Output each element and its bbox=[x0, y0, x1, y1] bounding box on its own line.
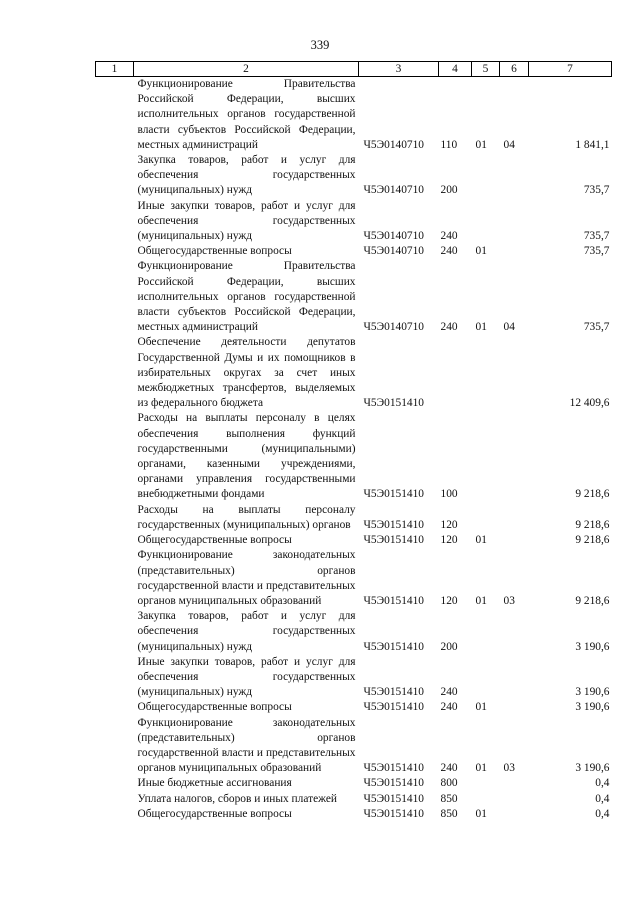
row-number-cell bbox=[96, 335, 134, 411]
target-code: Ч5Э0151410 bbox=[363, 534, 424, 547]
section-code: 01 bbox=[475, 321, 487, 334]
subsection-code bbox=[500, 533, 529, 548]
row-number-cell bbox=[96, 153, 134, 199]
table-row bbox=[96, 411, 612, 502]
amount: 9 218,6 bbox=[575, 518, 610, 531]
column-header: 2 bbox=[134, 62, 359, 77]
item-name: Функционирование Правительства Российской Федерации, высших исполнительных органов государственной власти субъектов Российской Федерации, местных администраций bbox=[137, 260, 356, 334]
section-code bbox=[472, 776, 500, 791]
item-name: Функционирование законодательных (представительных) органов государственной власти и представительных органов муниципальных образований bbox=[137, 716, 356, 775]
section-code bbox=[472, 792, 500, 807]
target-code: Ч5Э0140710 bbox=[363, 245, 424, 258]
table-row bbox=[96, 77, 612, 154]
page-number: 339 bbox=[310, 38, 330, 52]
expense-type: 240 bbox=[440, 321, 458, 334]
amount: 735,7 bbox=[583, 245, 610, 258]
expense-type: 240 bbox=[440, 230, 458, 243]
table-row bbox=[96, 609, 612, 655]
section-code: 01 bbox=[475, 245, 487, 258]
column-header: 1 bbox=[96, 62, 134, 77]
target-code: Ч5Э0140710 bbox=[363, 321, 424, 334]
expense-type: 120 bbox=[440, 518, 458, 531]
target-code: Ч5Э0151410 bbox=[363, 594, 424, 607]
row-number-cell bbox=[96, 199, 134, 245]
table-row bbox=[96, 807, 612, 822]
column-header: 5 bbox=[472, 62, 500, 77]
amount: 3 190,6 bbox=[575, 686, 610, 699]
table-row bbox=[96, 199, 612, 245]
section-code: 01 bbox=[475, 534, 487, 547]
target-code: Ч5Э0151410 bbox=[363, 807, 424, 820]
item-name: Общегосударственные вопросы bbox=[137, 245, 292, 258]
item-name: Уплата налогов, сборов и иных платежей bbox=[137, 792, 337, 805]
section-code bbox=[472, 153, 500, 199]
expense-type: 850 bbox=[440, 792, 458, 805]
table-row bbox=[96, 335, 612, 411]
subsection-code: 03 bbox=[503, 594, 515, 607]
subsection-code bbox=[500, 609, 529, 655]
section-code bbox=[472, 503, 500, 533]
target-code: Ч5Э0151410 bbox=[363, 762, 424, 775]
amount: 9 218,6 bbox=[575, 594, 610, 607]
section-code bbox=[472, 411, 500, 502]
target-code: Ч5Э0151410 bbox=[363, 792, 424, 805]
row-number-cell bbox=[96, 411, 134, 502]
item-name: Иные закупки товаров, работ и услуг для обеспечения государственных (муниципальных) нужд bbox=[137, 655, 356, 699]
amount: 3 190,6 bbox=[575, 762, 610, 775]
section-code bbox=[472, 199, 500, 245]
section-code bbox=[472, 655, 500, 701]
expense-type: 200 bbox=[440, 640, 458, 653]
column-header: 6 bbox=[500, 62, 529, 77]
target-code: Ч5Э0140710 bbox=[363, 230, 424, 243]
column-header: 4 bbox=[439, 62, 472, 77]
amount: 735,7 bbox=[583, 230, 610, 243]
table-row bbox=[96, 533, 612, 548]
expense-type: 240 bbox=[440, 701, 458, 714]
subsection-code: 04 bbox=[503, 321, 515, 334]
amount: 735,7 bbox=[583, 184, 610, 197]
expense-type bbox=[439, 335, 472, 411]
subsection-code: 04 bbox=[503, 138, 515, 151]
subsection-code bbox=[500, 792, 529, 807]
amount: 0,4 bbox=[595, 777, 610, 790]
section-code bbox=[472, 335, 500, 411]
row-number-cell bbox=[96, 792, 134, 807]
table-row bbox=[96, 503, 612, 533]
column-header: 3 bbox=[359, 62, 439, 77]
target-code: Ч5Э0140710 bbox=[363, 184, 424, 197]
row-number-cell bbox=[96, 609, 134, 655]
subsection-code: 03 bbox=[503, 762, 515, 775]
subsection-code bbox=[500, 655, 529, 701]
item-name: Общегосударственные вопросы bbox=[137, 701, 292, 714]
item-name: Иные бюджетные ассигнования bbox=[137, 777, 292, 790]
section-code: 01 bbox=[475, 138, 487, 151]
item-name: Иные закупки товаров, работ и услуг для обеспечения государственных (муниципальных) нужд bbox=[137, 199, 356, 243]
subsection-code bbox=[500, 700, 529, 715]
row-number-cell bbox=[96, 503, 134, 533]
subsection-code bbox=[500, 776, 529, 791]
amount: 9 218,6 bbox=[575, 534, 610, 547]
expense-type: 200 bbox=[440, 184, 458, 197]
expense-type: 240 bbox=[440, 686, 458, 699]
section-code: 01 bbox=[475, 807, 487, 820]
expense-type: 100 bbox=[440, 488, 458, 501]
subsection-code bbox=[500, 199, 529, 245]
target-code: Ч5Э0151410 bbox=[363, 640, 424, 653]
target-code: Ч5Э0151410 bbox=[363, 777, 424, 790]
table-row bbox=[96, 655, 612, 701]
row-number-cell bbox=[96, 716, 134, 777]
section-code: 01 bbox=[475, 762, 487, 775]
section-code: 01 bbox=[475, 701, 487, 714]
amount: 12 409,6 bbox=[569, 397, 610, 410]
amount: 1 841,1 bbox=[575, 138, 610, 151]
row-number-cell bbox=[96, 700, 134, 715]
subsection-code bbox=[500, 807, 529, 822]
row-number-cell bbox=[96, 77, 134, 154]
item-name: Общегосударственные вопросы bbox=[137, 534, 292, 547]
table-row bbox=[96, 716, 612, 777]
budget-table bbox=[95, 61, 612, 822]
column-number-row bbox=[96, 62, 612, 77]
subsection-code bbox=[500, 153, 529, 199]
amount: 3 190,6 bbox=[575, 640, 610, 653]
amount: 0,4 bbox=[595, 792, 610, 805]
expense-type: 120 bbox=[440, 594, 458, 607]
amount: 0,4 bbox=[595, 807, 610, 820]
table-row bbox=[96, 792, 612, 807]
target-code: Ч5Э0151410 bbox=[363, 397, 424, 410]
section-code: 01 bbox=[475, 594, 487, 607]
target-code: Ч5Э0151410 bbox=[363, 488, 424, 501]
table-row bbox=[96, 153, 612, 199]
subsection-code bbox=[500, 335, 529, 411]
target-code: Ч5Э0151410 bbox=[363, 701, 424, 714]
target-code: Ч5Э0151410 bbox=[363, 518, 424, 531]
item-name: Расходы на выплаты персоналу в целях обеспечения выполнения функций государственными (муниципальными) органами, казенными учреждениями, органами управления государственными внебюджетными фондами bbox=[137, 412, 356, 501]
target-code: Ч5Э0151410 bbox=[363, 686, 424, 699]
amount: 3 190,6 bbox=[575, 701, 610, 714]
row-number-cell bbox=[96, 244, 134, 259]
item-name: Функционирование Правительства Российской Федерации, высших исполнительных органов государственной власти субъектов Российской Федерации, местных администраций bbox=[137, 78, 356, 151]
section-code bbox=[472, 609, 500, 655]
table-row bbox=[96, 548, 612, 609]
row-number-cell bbox=[96, 259, 134, 335]
expense-type: 800 bbox=[440, 777, 458, 790]
item-name: Функционирование законодательных (представительных) органов государственной власти и представительных органов муниципальных образований bbox=[137, 549, 356, 607]
subsection-code bbox=[500, 503, 529, 533]
table-row bbox=[96, 700, 612, 715]
row-number-cell bbox=[96, 533, 134, 548]
table-row bbox=[96, 244, 612, 259]
expense-type: 120 bbox=[440, 534, 458, 547]
item-name: Расходы на выплаты персоналу государственных (муниципальных) органов bbox=[137, 503, 356, 531]
expense-type: 240 bbox=[440, 762, 458, 775]
table-row bbox=[96, 259, 612, 335]
target-code: Ч5Э0140710 bbox=[363, 138, 424, 151]
row-number-cell bbox=[96, 655, 134, 701]
row-number-cell bbox=[96, 776, 134, 791]
expense-type: 850 bbox=[440, 807, 458, 820]
item-name: Закупка товаров, работ и услуг для обеспечения государственных (муниципальных) нужд bbox=[137, 610, 356, 653]
amount: 735,7 bbox=[583, 321, 610, 334]
table-row bbox=[96, 776, 612, 791]
subsection-code bbox=[500, 244, 529, 259]
subsection-code bbox=[500, 411, 529, 502]
item-name: Общегосударственные вопросы bbox=[137, 807, 292, 820]
column-header: 7 bbox=[529, 62, 612, 77]
expense-type: 240 bbox=[440, 245, 458, 258]
row-number-cell bbox=[96, 807, 134, 822]
amount: 9 218,6 bbox=[575, 488, 610, 501]
expense-type: 110 bbox=[440, 138, 458, 151]
item-name: Закупка товаров, работ и услуг для обеспечения государственных (муниципальных) нужд bbox=[137, 154, 356, 197]
item-name: Обеспечение деятельности депутатов Государственной Думы и их помощников в избирательных округах за счет иных межбюджетных трансфертов, выделяемых из федерального бюджета bbox=[137, 336, 356, 410]
row-number-cell bbox=[96, 548, 134, 609]
